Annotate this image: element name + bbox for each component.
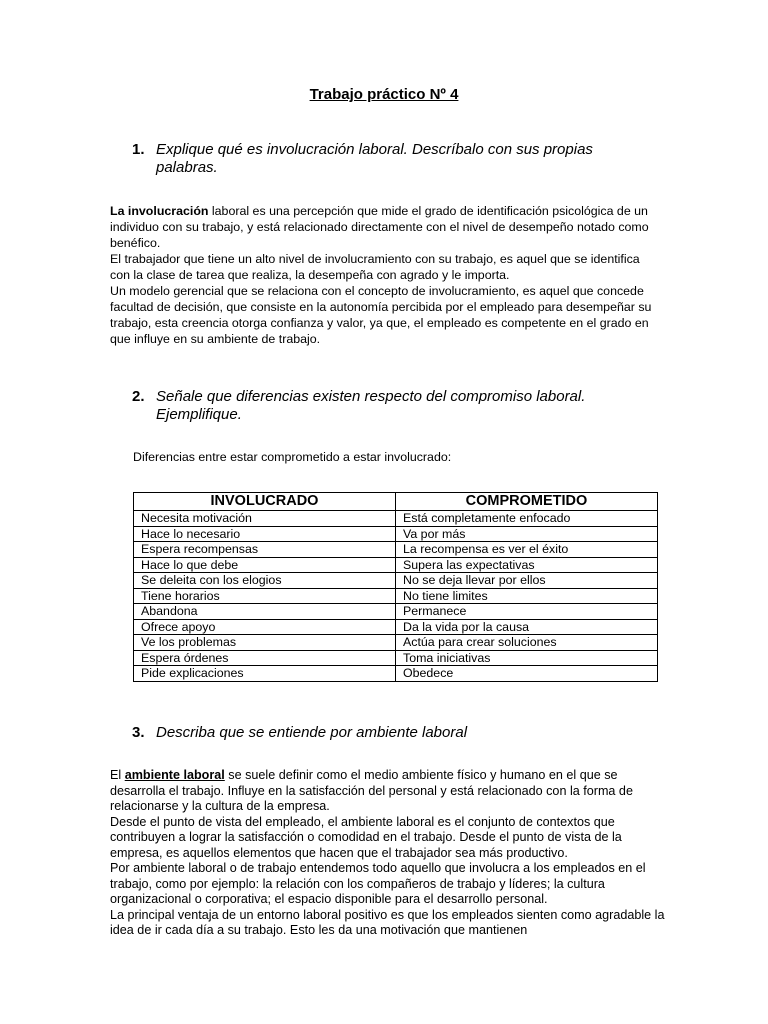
table-row xyxy=(134,666,658,682)
table-cell: Ve los problemas xyxy=(134,635,396,651)
comparison-table xyxy=(133,492,658,682)
table-cell: Tiene horarios xyxy=(134,588,396,604)
answer-1-paragraph-1 xyxy=(110,203,660,251)
answer-3 xyxy=(110,768,665,939)
answer-3-prefix: El xyxy=(110,768,125,782)
answer-3-paragraph-1 xyxy=(110,768,665,815)
answer-3-paragraph-3: Por ambiente laboral o de trabajo entendemos todo aquello que involucra a los empleados en el trabajo, como por ejemplo: la relación con los compañeros de trabajo y líderes; la cultura organizacional o corporativa; el espacio disponible para el desarrollo personal. xyxy=(110,861,646,906)
table-header-comprometido: COMPROMETIDO xyxy=(396,493,658,511)
answer-3-paragraph-4: La principal ventaja de un entorno laboral positivo es que los empleados sienten como agradable la idea de ir cada día a su trabajo. Esto les da una motivación que mantienen xyxy=(110,907,665,937)
table-cell: Toma iniciativas xyxy=(396,650,658,666)
table-header-row xyxy=(134,493,658,511)
question-2-number: 2. xyxy=(132,388,145,405)
table-cell: Actúa para crear soluciones xyxy=(396,635,658,651)
table-cell: Espera órdenes xyxy=(134,650,396,666)
table-cell: Hace lo necesario xyxy=(134,526,396,542)
table-cell: Espera recompensas xyxy=(134,542,396,558)
answer-1-paragraph-2: El trabajador que tiene un alto nivel de involucramiento con su trabajo, es aquel que se identifica con la clase de tarea que realiza, la desempeña con agrado y le importa. xyxy=(110,252,640,282)
answer-3-paragraph-2: Desde el punto de vista del empleado, el ambiente laboral es el conjunto de contextos que contribuyen a lograr la satisfacción o comodidad en el trabajo. Desde el punto de vista de la empresa, es aquellos elementos que hacen que el trabajador sea más productivo. xyxy=(110,814,622,860)
table-row xyxy=(134,542,658,558)
table-cell: Está completamente enfocado xyxy=(396,511,658,527)
table-cell: Obedece xyxy=(396,666,658,682)
answer-3-paragraph-1-text: se suele definir como el medio ambiente físico y humano en el que se desarrolla el trabajo. Influye en la satisfacción del personal y está relacionado con la forma de relacionarse y la cultura de la empresa. xyxy=(110,768,633,813)
question-1-number: 1. xyxy=(132,141,145,158)
table-row xyxy=(134,557,658,573)
table-cell: Va por más xyxy=(396,526,658,542)
answer-1-paragraph-3: Un modelo gerencial que se relaciona con el concepto de involucramiento, es aquel que concede facultad de decisión, que consiste en la autonomía percibida por el empleado para desempeñar su trabajo, esta creencia otorga confianza y valor, ya que, el empleado es competente en el grado en que influye en su ambiente de trabajo. xyxy=(110,284,652,346)
table-cell: Hace lo que debe xyxy=(134,557,396,573)
table-cell: Ofrece apoyo xyxy=(134,619,396,635)
table-cell: Necesita motivación xyxy=(134,511,396,527)
question-3-number: 3. xyxy=(132,724,145,741)
table-cell: Da la vida por la causa xyxy=(396,619,658,635)
table-row xyxy=(134,573,658,589)
table-cell: La recompensa es ver el éxito xyxy=(396,542,658,558)
table-cell: No se deja llevar por ellos xyxy=(396,573,658,589)
answer-1-bold-term: La involucración xyxy=(110,204,209,218)
question-3-text: Describa que se entiende por ambiente laboral xyxy=(156,724,468,741)
table-cell: Pide explicaciones xyxy=(134,666,396,682)
answer-1-paragraph-1-text: laboral es una percepción que mide el grado de identificación psicológica de un individuo con su trabajo, y está relacionado directamente con el nivel de desempeño notado como benéfico. xyxy=(110,204,649,250)
table-cell: Se deleita con los elogios xyxy=(134,573,396,589)
table-row xyxy=(134,604,658,620)
table-row xyxy=(134,526,658,542)
table-row xyxy=(134,650,658,666)
question-2 xyxy=(132,388,632,424)
answer-3-bold-term: ambiente laboral xyxy=(124,768,225,782)
question-1 xyxy=(132,141,632,177)
question-3 xyxy=(132,724,632,742)
table-header-involucrado: INVOLUCRADO xyxy=(134,493,396,511)
table-row xyxy=(134,619,658,635)
table-cell: Permanece xyxy=(396,604,658,620)
answer-1 xyxy=(110,203,660,347)
table-intro: Diferencias entre estar comprometido a estar involucrado: xyxy=(133,450,452,464)
table-cell: No tiene limites xyxy=(396,588,658,604)
question-2-text: Señale que diferencias existen respecto del compromiso laboral. Ejemplifique. xyxy=(156,388,586,423)
table-row xyxy=(134,511,658,527)
table-cell: Supera las expectativas xyxy=(396,557,658,573)
table-cell: Abandona xyxy=(134,604,396,620)
document-title: Trabajo práctico Nº 4 xyxy=(309,86,459,103)
table-row xyxy=(134,588,658,604)
question-1-text: Explique qué es involucración laboral. Descríbalo con sus propias palabras. xyxy=(156,141,593,176)
table-row xyxy=(134,635,658,651)
